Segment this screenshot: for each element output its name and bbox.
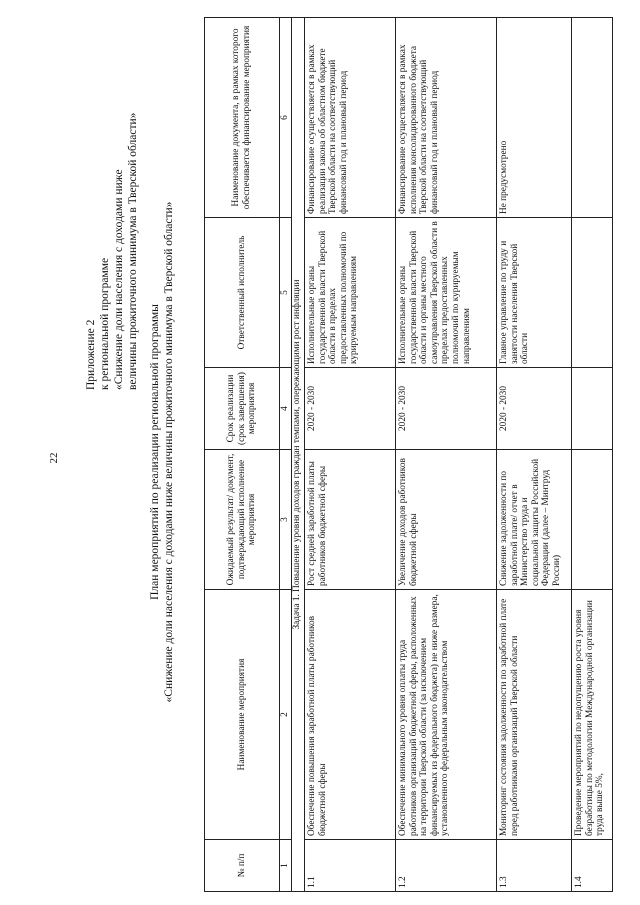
column-number: 2	[280, 590, 292, 840]
row-name: Обеспечение повышения заработной платы работников бюджетной сферы	[305, 590, 396, 840]
row-executor	[572, 218, 613, 368]
plan-title-line-1: План мероприятий по реализации региональной программы	[149, 304, 161, 600]
row-term: 2020 - 2030	[396, 368, 497, 450]
column-number: 3	[280, 450, 292, 590]
row-num: 1.2	[396, 840, 497, 892]
plan-title-line-2: «Снижение доли населения с доходами ниже величины прожиточного минимума в Тверской области»	[163, 201, 175, 703]
column-number: 4	[280, 368, 292, 450]
row-term: 2020 - 2030	[497, 368, 572, 450]
row-name: Мониторинг состояния задолженности по заработной плате перед работниками организаций Тверской области	[497, 590, 572, 840]
task-row	[292, 18, 305, 892]
row-result: Увеличение доходов работников бюджетной сферы	[396, 450, 497, 590]
row-name: Обеспечение минимального уровня оплаты труда работников организаций бюджетной сферы, расположенных на территории Тверской области (за исключением финансируемых из федерального бюджета) не ниже размера, установленного федеральным законодательством	[396, 590, 497, 840]
appendix-line-4: величины прожиточного минимума в Тверской области»	[127, 112, 139, 390]
column-number: 1	[280, 840, 292, 892]
header-name: Наименование мероприятия	[205, 590, 280, 840]
header-row	[205, 18, 280, 892]
header-num: № п/п	[205, 840, 280, 892]
appendix-header	[84, 30, 140, 390]
row-num: 1.1	[305, 840, 396, 892]
row-result: Снижение задолженности по заработной плате/ отчет в Министерство труда и социальной защиты Российской Федерации (далее – Минтруд России)	[497, 450, 572, 590]
header-document: Наименование документа, в рамках которого обеспечивается финансирование мероприятия	[205, 18, 280, 218]
row-num: 1.3	[497, 840, 572, 892]
rotated-page	[84, 12, 634, 892]
appendix-line-1: Приложение 2	[85, 319, 97, 390]
row-document	[572, 18, 613, 218]
appendix-line-2: к региональной программе	[99, 257, 111, 390]
row-document: Финансирование осуществляется в рамках исполнения консолидированного бюджета Тверской области на соответствующий финансовый год и плановый период	[396, 18, 497, 218]
plan-table	[204, 17, 613, 892]
row-result	[572, 450, 613, 590]
row-term	[572, 368, 613, 450]
row-document: Не предусмотрено	[497, 18, 572, 218]
row-term: 2020 - 2030	[305, 368, 396, 450]
table-row	[497, 18, 572, 892]
page-number: 22	[48, 452, 60, 464]
appendix-line-3: «Снижение доли населения с доходами ниже	[113, 169, 125, 390]
row-executor: Исполнительные органы государственной власти Тверской области в пределах предоставленных полномочий по курируемым направлениям	[305, 218, 396, 368]
header-result: Ожидаемый результат/ документ, подтверждающий исполнение мероприятия	[205, 450, 280, 590]
column-number: 5	[280, 218, 292, 368]
header-term: Срок реализации (срок завершения) мероприятия	[205, 368, 280, 450]
row-executor: Главное управление по труду и занятости населения Тверской области	[497, 218, 572, 368]
column-numbers-row	[280, 18, 292, 892]
row-result: Рост средней заработной платы работников бюджетной сферы	[305, 450, 396, 590]
table-row	[572, 18, 613, 892]
row-document: Финансирование осуществляется в рамках реализации закона об областном бюджете Тверской области на соответствующий финансовый год и плановый период	[305, 18, 396, 218]
table-row	[305, 18, 396, 892]
row-executor: Исполнительные органы государственной власти Тверской области и органы местного самоуправления Тверской области в пределах предоставленных полномочий по курируемым направлениям	[396, 218, 497, 368]
table-row	[396, 18, 497, 892]
row-name: Проведение мероприятий по недопущению роста уровня безработицы по методологии Международной организации труда выше 5%,	[572, 590, 613, 840]
plan-title	[148, 12, 176, 892]
row-num: 1.4	[572, 840, 613, 892]
column-number: 6	[280, 18, 292, 218]
header-executor: Ответственный исполнитель	[205, 218, 280, 368]
task-heading: Задача 1. Повышение уровня доходов граждан темпами, опережающими рост инфляции	[292, 18, 305, 892]
